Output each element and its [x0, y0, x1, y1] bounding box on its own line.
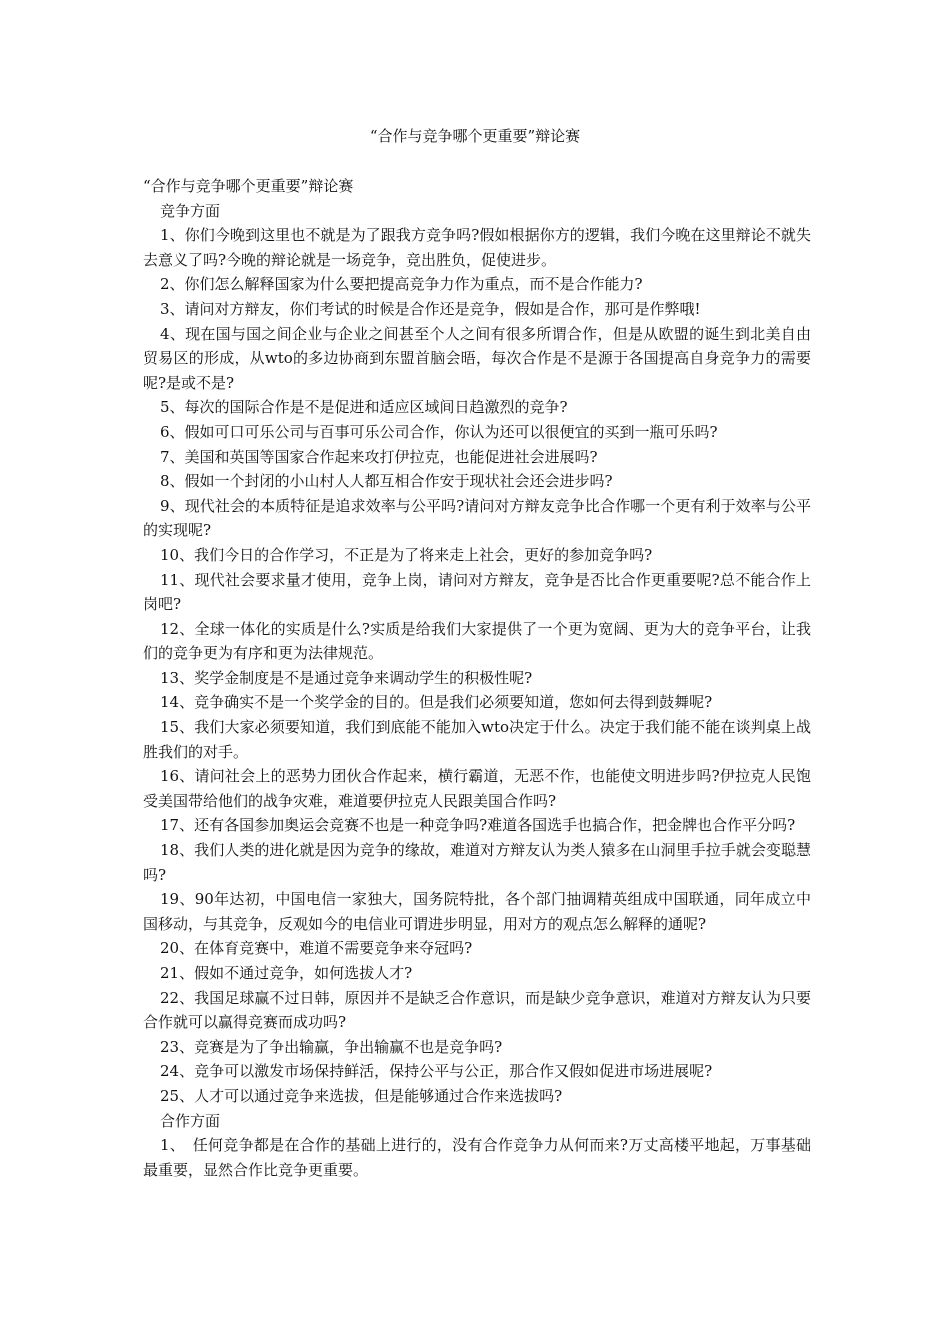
argument-paragraph: 16、请问社会上的恶势力团伙合作起来，横行霸道，无恶不作，也能使文明进步吗?伊拉克人民饱受美国带给他们的战争灾难，难道要伊拉克人民跟美国合作吗? [143, 767, 811, 810]
argument-paragraph: 8、假如一个封闭的小山村人人都互相合作安于现状社会还会进步吗? [160, 472, 613, 491]
argument-paragraph: 10、我们今日的合作学习，不正是为了将来走上社会，更好的参加竞争吗? [160, 545, 653, 564]
argument-paragraph: 14、竞争确实不是一个奖学金的目的。但是我们必须要知道，您如何去得到鼓舞呢? [160, 693, 713, 712]
argument-paragraph: 20、在体育竞赛中，难道不需要竞争来夺冠吗? [160, 939, 473, 958]
argument-paragraph: 22、我国足球赢不过日韩，原因并不是缺乏合作意识，而是缺少竞争意识，难道对方辩友认为只要合作就可以赢得竞赛而成功吗? [143, 988, 811, 1032]
argument-paragraph: 5、每次的国际合作是不是促进和适应区域间日趋激烈的竞争? [160, 398, 568, 417]
argument-paragraph: 9、现代社会的本质特征是追求效率与公平吗?请问对方辩友竞争比合作哪一个更有利于效率与公平的实现呢? [143, 496, 811, 540]
argument-paragraph: 7、美国和英国等国家合作起来攻打伊拉克，也能促进社会进展吗? [160, 447, 598, 466]
argument-paragraph: 23、竞赛是为了争出输赢，争出输赢不也是竞争吗? [160, 1037, 503, 1056]
document-body [143, 174, 811, 1182]
argument-paragraph: 18、我们人类的进化就是因为竞争的缘故，难道对方辩友认为类人猿多在山洞里手拉手就会变聪慧吗? [143, 841, 811, 884]
argument-paragraph: 21、假如不通过竞争，如何选拔人才? [160, 964, 413, 982]
argument-paragraph: 4、现在国与国之间企业与企业之间甚至个人之间有很多所谓合作，但是从欧盟的诞生到北美自由贸易区的形成，从wto的多边协商到东盟首脑会晤，每次合作是不是源于各国提高自身竞争力的需要呢?是或不是? [143, 324, 811, 392]
argument-paragraph: 24、竞争可以激发市场保持鲜活，保持公平与公正，那合作又假如促进市场进展呢? [160, 1062, 713, 1081]
argument-paragraph: 2、你们怎么解释国家为什么要把提高竞争力作为重点，而不是合作能力? [160, 275, 643, 294]
section-heading-cooperation: 合作方面 [160, 1111, 221, 1130]
argument-paragraph: 12、全球一体化的实质是什么?实质是给我们大家提供了一个更为宽阔、更为大的竞争平台，让我们的竞争更为有序和更为法律规范。 [143, 619, 811, 663]
section-heading-competition: 竞争方面 [160, 201, 221, 220]
argument-paragraph: 3、请问对方辩友，你们考试的时候是合作还是竞争，假如是合作，那可是作弊哦! [160, 299, 701, 318]
argument-paragraph: 1、 任何竞争都是在合作的基础上进行的，没有合作竞争力从何而来?万丈高楼平地起，万事基础最重要，显然合作比竞争更重要。 [143, 1136, 811, 1179]
argument-paragraph: 25、人才可以通过竞争来选拔，但是能够通过合作来选拔吗? [160, 1086, 563, 1105]
argument-paragraph: 1、你们今晚到这里也不就是为了跟我方竞争吗?假如根据你方的逻辑，我们今晚在这里辩论不就失去意义了吗?今晚的辩论就是一场竞争，竞出胜负，促使进步。 [143, 226, 811, 269]
argument-paragraph: 13、奖学金制度是不是通过竞争来调动学生的积极性呢? [160, 668, 533, 687]
argument-paragraph: 11、现代社会要求量才使用，竞争上岗，请问对方辩友，竞争是否比合作更重要呢?总不能合作上岗吧? [143, 570, 811, 614]
argument-paragraph: 15、我们大家必须要知道，我们到底能不能加入wto决定于什么。决定于我们能不能在谈判桌上战胜我们的对手。 [143, 718, 811, 761]
document-subtitle: “合作与竞争哪个更重要”辩论赛 [143, 177, 354, 195]
document-title: “合作与竞争哪个更重要”辩论赛 [369, 127, 581, 145]
argument-paragraph: 19、90年达初，中国电信一家独大，国务院特批，各个部门抽调精英组成中国联通，同年成立中国移动，与其竞争，反观如今的电信业可谓进步明显，用对方的观点怎么解释的通呢? [143, 890, 811, 933]
argument-paragraph: 6、假如可口可乐公司与百事可乐公司合作，你认为还可以很便宜的买到一瓶可乐吗? [160, 422, 718, 441]
argument-paragraph: 17、还有各国参加奥运会竞赛不也是一种竞争吗?难道各国选手也搞合作，把金牌也合作平分吗? [160, 816, 796, 835]
